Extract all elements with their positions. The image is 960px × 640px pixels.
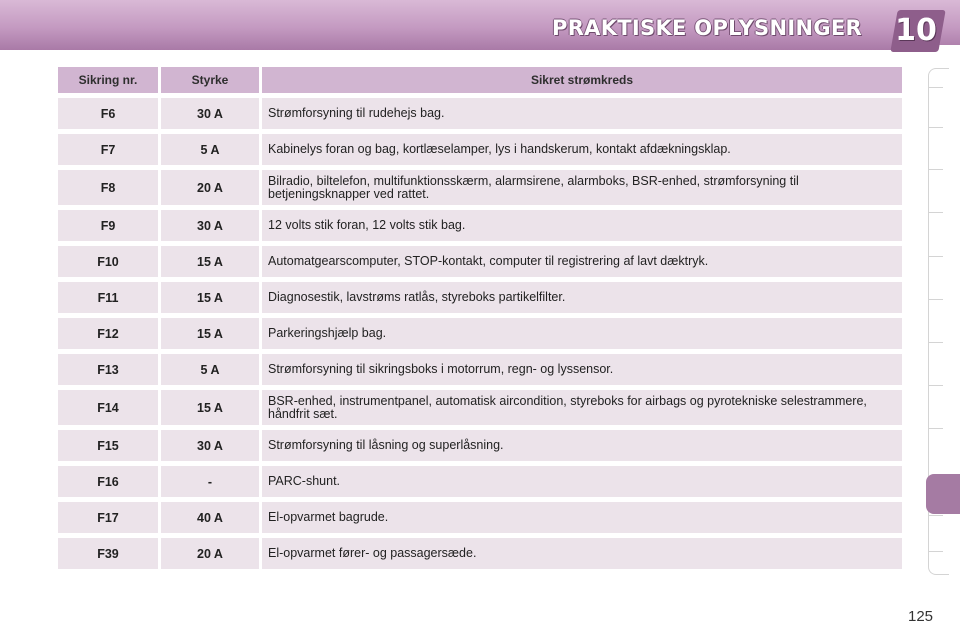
fuse-number: F16 [58,466,158,497]
fuse-number: F7 [58,134,158,165]
table-row [58,170,902,205]
fuse-circuit: Automatgearscomputer, STOP-kontakt, computer til registrering af lavt dæktryk. [262,246,902,277]
column-header-rating: Styrke [161,67,259,93]
fuse-circuit: Strømforsyning til låsning og superlåsning. [262,430,902,461]
rail-tick [929,87,943,88]
fuse-number: F11 [58,282,158,313]
fuse-rating: 15 A [161,246,259,277]
fuse-rating: 15 A [161,318,259,349]
table-header-row [58,67,902,93]
fuse-number: F17 [58,502,158,533]
rail-tick [929,299,943,300]
fuse-circuit: BSR-enhed, instrumentpanel, automatisk aircondition, styreboks for airbags og pyrotekniske selestrammere, håndfrit sæt. [262,390,902,425]
rail-tick [929,169,943,170]
fuse-rating: 30 A [161,210,259,241]
page-title: PRAKTISKE OPLYSNINGER [552,16,862,40]
fuse-rating: 5 A [161,354,259,385]
fuse-circuit: 12 volts stik foran, 12 volts stik bag. [262,210,902,241]
fuse-rating: 40 A [161,502,259,533]
rail-tick [929,127,943,128]
fuse-number: F10 [58,246,158,277]
fuse-number: F13 [58,354,158,385]
chapter-number: 10 [895,13,937,48]
rail-tick [929,515,943,516]
fuse-number: F12 [58,318,158,349]
fuse-number: F14 [58,390,158,425]
fuse-circuit: El-opvarmet bagrude. [262,502,902,533]
fuse-circuit: Diagnosestik, lavstrøms ratlås, styreboks partikelfilter. [262,282,902,313]
fuse-table [55,62,905,574]
table-row [58,354,902,385]
fuse-number: F15 [58,430,158,461]
table-row [58,282,902,313]
fuse-rating: 20 A [161,170,259,205]
rail-tick [929,428,943,429]
rail-tick [929,551,943,552]
table-row [58,538,902,569]
chapter-tab-active[interactable] [926,474,960,514]
rail-tick [929,212,943,213]
fuse-rating: 20 A [161,538,259,569]
table-row [58,466,902,497]
table-row [58,318,902,349]
column-header-circuit: Sikret strømkreds [262,67,902,93]
fuse-circuit: Bilradio, biltelefon, multifunktionsskærm, alarmsirene, alarmboks, BSR-enhed, strømforsyning til betjeningsknapper ved rattet. [262,170,902,205]
fuse-circuit: Strømforsyning til rudehejs bag. [262,98,902,129]
fuse-circuit: El-opvarmet fører- og passagersæde. [262,538,902,569]
rail-tick [929,385,943,386]
fuse-rating: - [161,466,259,497]
fuse-rating: 30 A [161,430,259,461]
fuse-circuit: PARC-shunt. [262,466,902,497]
fuse-number: F8 [58,170,158,205]
fuse-rating: 30 A [161,98,259,129]
fuse-rating: 15 A [161,282,259,313]
fuse-rating: 5 A [161,134,259,165]
fuse-number: F39 [58,538,158,569]
page-number: 125 [908,608,934,625]
table-row [58,390,902,425]
table-row [58,430,902,461]
rail-tick [929,342,943,343]
table-row [58,246,902,277]
column-header-fuse-number: Sikring nr. [58,67,158,93]
fuse-circuit: Kabinelys foran og bag, kortlæselamper, lys i handskerum, kontakt afdækningsklap. [262,134,902,165]
fuse-circuit: Strømforsyning til sikringsboks i motorrum, regn- og lyssensor. [262,354,902,385]
table-row [58,210,902,241]
fuse-number: F9 [58,210,158,241]
table-row [58,134,902,165]
fuse-circuit: Parkeringshjælp bag. [262,318,902,349]
fuse-number: F6 [58,98,158,129]
table-row [58,502,902,533]
rail-tick [929,256,943,257]
fuse-rating: 15 A [161,390,259,425]
table-row [58,98,902,129]
